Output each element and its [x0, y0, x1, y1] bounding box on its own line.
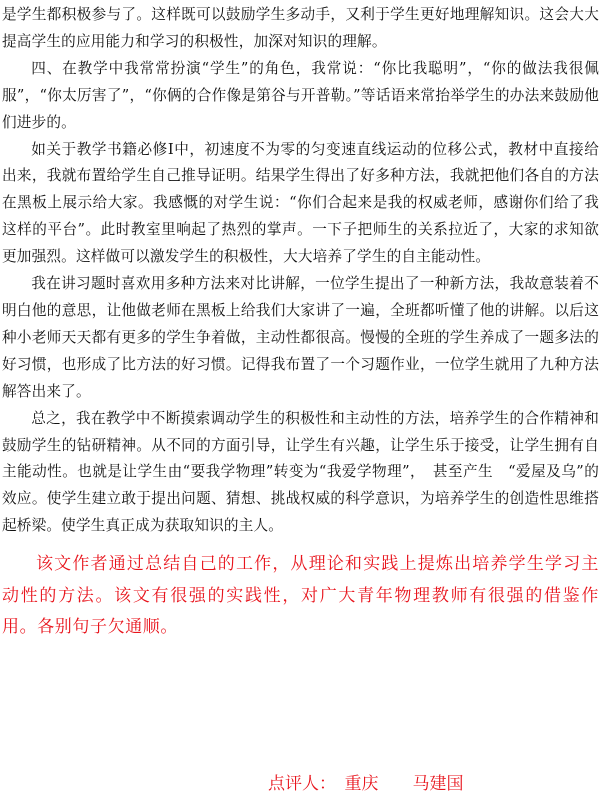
reviewer-comment: 该文作者通过总结自己的工作，从理论和实践上提炼出培养学生学习主动性的方法。该文有很强的实践性，对广大青年物理教师有很强的借鉴作用。各别句子欠通顺。: [2, 554, 599, 638]
paragraph-role-play: 四、在教学中我常常扮演“学生”的角色，我常说：“你比我聪明”，“你的做法我很佩服”，“你太厉害了”，“你俩的合作像是第谷与开普勒。”等话语来常抬举学生的办法来鼓励他们进步的。: [2, 59, 599, 131]
paragraph-textbook-example: 如关于教学书籍必修Ⅰ中，初速度不为零的匀变速直线运动的位移公式，教材中直接给出来，我就布置给学生自己推导证明。结果学生得出了好多种方法，我就把他们各自的方法在黑板上展示给大家。我感慨的对学生说：“你们合起来是我的权威老师，感谢你们给了我这样的平台”。此时教室里响起了热烈的掌声。一下子把师生的关系拉近了，大家的求知欲更加强烈。这样做可以激发学生的积极性，大大培养了学生的自主能动性。: [2, 140, 599, 266]
paragraph-conclusion: 总之，我在教学中不断摸索调动学生的积极性和主动性的方法，培养学生的合作精神和鼓励学生的钻研精神。从不同的方面引导，让学生有兴趣，让学生乐于接受，让学生拥有自主能动性。也就是让学生由“要我学物理”转变为“我爱学物理”， 甚至产生 “爱屋及乌”的效应。使学生建立敢于提出问题、猜想、挑战权威的科学意识，为培养学生的创造性思维搭起桥梁。使学生真正成为获取知识的主人。: [2, 409, 599, 535]
reviewer-signature: 点评人： 重庆 马建国: [268, 774, 464, 794]
paragraph-multiple-methods: 我在讲习题时喜欢用多种方法来对比讲解，一位学生提出了一种新方法，我故意装着不明白他的意思，让他做老师在黑板上给我们大家讲了一遍，全班都听懂了他的讲解。以后这种小老师天天都有更多的学生争着做，主动性都很高。慢慢的全班的学生养成了一题多法的好习惯，也形成了比方法的好习惯。记得我布置了一个习题作业，一位学生就用了九种方法解答出来了。: [2, 275, 599, 400]
paragraph-continuation: 是学生都积极参与了。这样既可以鼓励学生多动手，又利于学生更好地理解知识。这会大大提高学生的应用能力和学习的积极性，加深对知识的理解。: [2, 6, 599, 50]
